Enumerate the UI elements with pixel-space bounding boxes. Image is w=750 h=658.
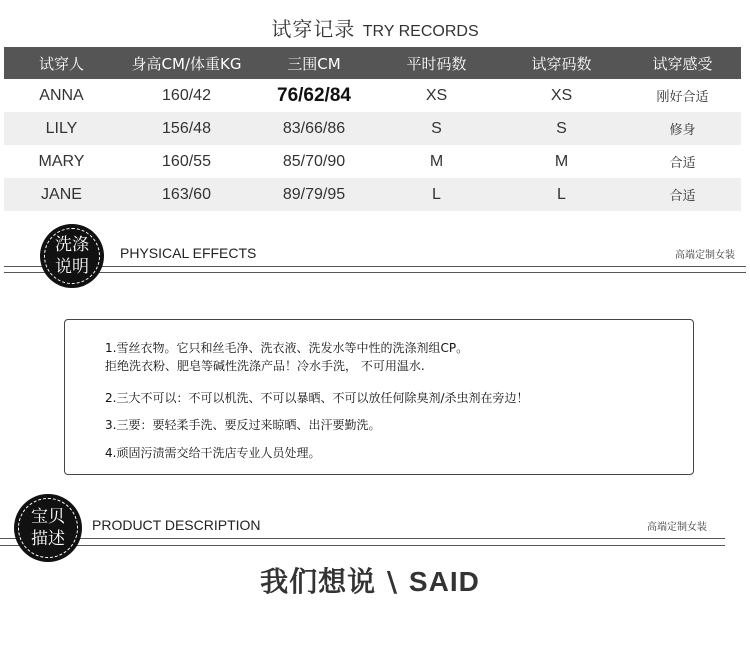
cell-tried-size: L — [557, 185, 566, 203]
said-heading — [0, 560, 740, 600]
section-divider — [4, 272, 746, 273]
table-row — [4, 112, 741, 145]
care-line: 拒绝洗衣粉、肥皂等碱性洗涤产品！冷水手洗， 不可用温水. — [105, 359, 425, 373]
header-cell: 身高CM/体重KG — [131, 54, 242, 73]
table-row — [4, 178, 741, 211]
care-line: 1.雪丝衣物。它只和丝毛净、洗衣液、洗发水等中性的洗涤剂组CP。 — [105, 341, 469, 355]
section-divider — [0, 545, 725, 546]
cell-usual-size: M — [429, 152, 444, 170]
cell-height-weight: 160/55 — [162, 152, 211, 170]
cell-measurements: 89/79/95 — [282, 185, 346, 203]
washing-badge — [40, 224, 104, 288]
try-records-title — [0, 13, 750, 42]
badge-line: 宝贝 — [31, 507, 65, 527]
said-cn: 我们想说 — [260, 565, 377, 598]
product-badge — [14, 494, 82, 562]
brand-tag: 高端定制女装 — [675, 250, 735, 261]
title-en: TRY RECORDS — [362, 23, 479, 40]
product-description-label: PRODUCT DESCRIPTION — [92, 517, 261, 533]
brand-tag: 高端定制女装 — [647, 522, 707, 533]
cell-height-weight: 156/48 — [162, 119, 211, 137]
cell-height-weight: 160/42 — [162, 86, 211, 104]
care-instructions-box — [64, 319, 694, 475]
header-cell: 试穿码数 — [531, 54, 592, 73]
badge-text — [40, 224, 104, 288]
cell-feeling: 刚好合适 — [656, 90, 709, 105]
cell-usual-size: S — [431, 119, 442, 137]
badge-line: 说明 — [55, 257, 89, 277]
section-divider — [0, 538, 725, 539]
table-row — [4, 145, 741, 178]
table-row — [4, 79, 741, 112]
cell-measurements: 76/62/84 — [277, 84, 351, 106]
cell-feeling: 合适 — [669, 156, 696, 171]
badge-text — [14, 494, 82, 562]
cell-measurements: 85/70/90 — [282, 152, 346, 170]
physical-effects-label: PHYSICAL EFFECTS — [120, 245, 257, 261]
cell-tried-size: S — [556, 119, 567, 137]
care-line: 2.三大不可以：不可以机洗、不可以暴晒、不可以放任何除臭剂/杀虫剂在旁边！ — [105, 391, 529, 405]
header-cell: 试穿感受 — [652, 54, 713, 73]
badge-line: 洗涤 — [55, 235, 89, 255]
cell-feeling: 修身 — [669, 123, 696, 138]
cell-tester: ANNA — [39, 86, 84, 104]
header-cell: 三围CM — [287, 54, 341, 73]
cell-height-weight: 163/60 — [162, 185, 211, 203]
table-header — [4, 47, 741, 79]
care-line: 3.三要：要轻柔手洗、要反过来晾晒、出汗要勤洗。 — [105, 418, 381, 432]
cell-usual-size: XS — [425, 86, 448, 104]
cell-tried-size: XS — [550, 86, 573, 104]
cell-tester: MARY — [38, 152, 85, 170]
cell-usual-size: L — [432, 185, 441, 203]
cell-measurements: 83/66/86 — [282, 119, 346, 137]
care-line: 4.顽固污渍需交给干洗店专业人员处理。 — [105, 446, 321, 460]
cell-tried-size: M — [554, 152, 569, 170]
header-cell: 平时码数 — [406, 54, 467, 73]
try-records-table — [4, 47, 741, 211]
header-cell: 试穿人 — [38, 54, 84, 73]
cell-tester: LILY — [45, 119, 78, 137]
badge-line: 描述 — [31, 529, 65, 549]
said-en: SAID — [408, 566, 480, 597]
cell-tester: JANE — [41, 185, 82, 203]
title-cn: 试穿记录 — [271, 17, 356, 41]
cell-feeling: 合适 — [669, 189, 696, 204]
section-divider — [4, 266, 746, 267]
said-separator: \ — [376, 565, 409, 598]
